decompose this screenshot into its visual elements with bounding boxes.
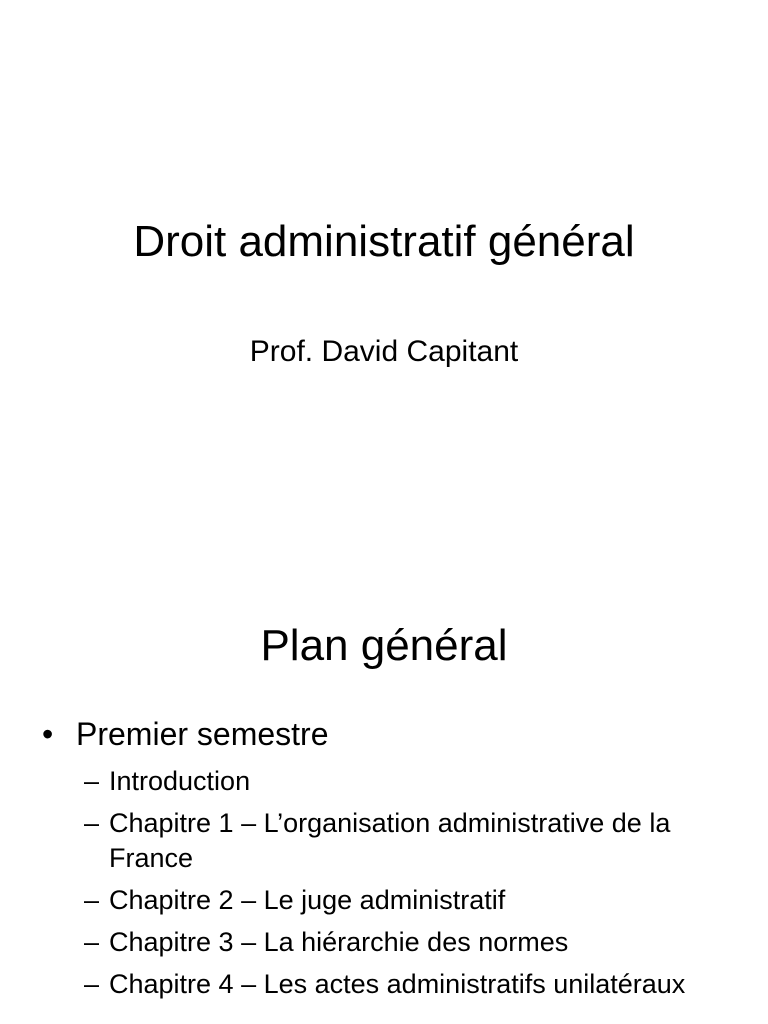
dash-marker: – [84,766,100,796]
list-item-text: Chapitre 2 – Le juge administratif [109,885,506,915]
bullet-marker: • [42,716,54,752]
dash-marker: – [84,927,100,957]
list-item-text: Chapitre 1 – L’organisation administrative de la France [109,808,671,873]
list-item-text: Introduction [109,766,251,796]
list-item [84,764,724,799]
chapter-list [84,764,724,1009]
plan-title: Plan général [260,621,508,670]
dash-marker: – [84,885,100,915]
bullet-premier-semestre [42,715,329,753]
dash-marker: – [84,969,100,999]
bullet-text: Premier semestre [76,716,329,752]
list-item [84,925,724,960]
list-item-text: Chapitre 3 – La hiérarchie des normes [109,927,569,957]
list-item [84,806,724,876]
slide-title: Droit administratif général [133,217,635,266]
list-item-text: Chapitre 4 – Les actes administratifs unilatéraux [109,969,686,999]
plan-slide [0,576,768,1024]
slide-subtitle-author: Prof. David Capitant [249,335,519,368]
list-item [84,883,724,918]
list-item [84,967,724,1002]
dash-marker: – [84,808,100,838]
